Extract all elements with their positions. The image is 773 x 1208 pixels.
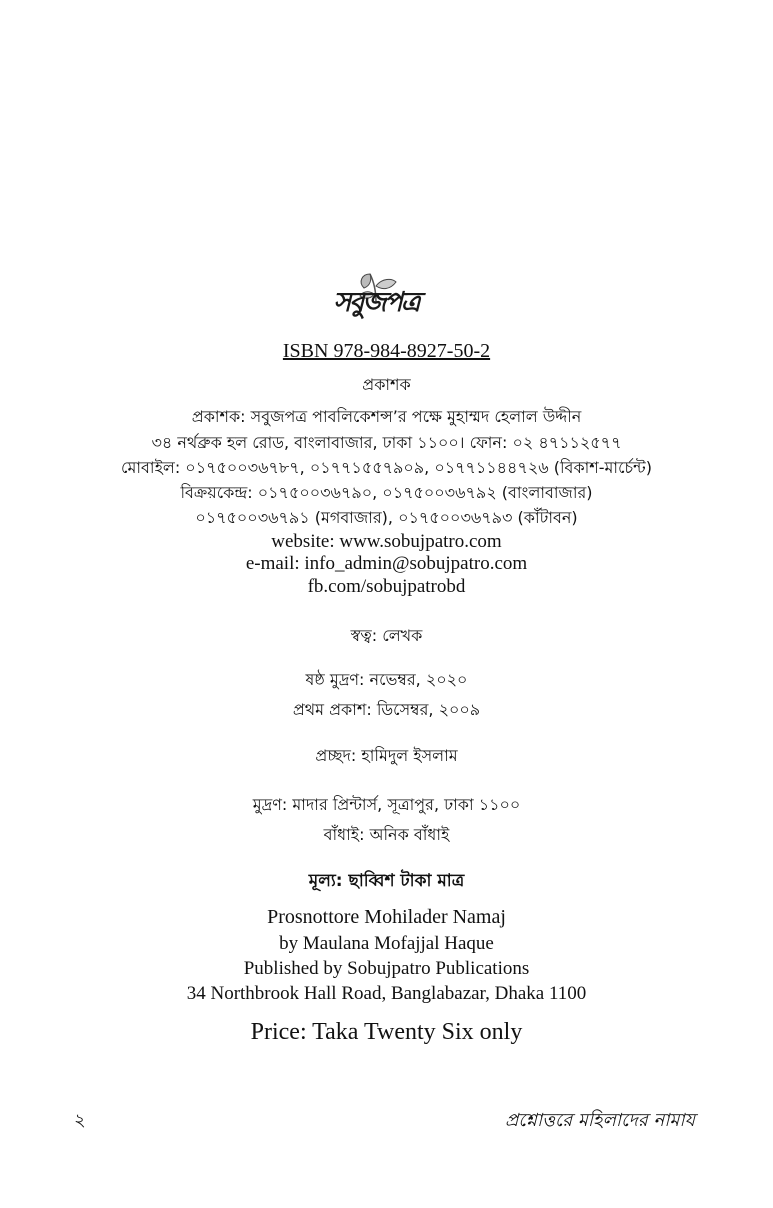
price-bengali: মূল্য: ছাব্বিশ টাকা মাত্র	[308, 871, 465, 891]
publisher-address: ৩৪ নর্থব্রুক হল রোড, বাংলাবাজার, ঢাকা ১১০০। ফোন: ০২ ৪৭১১২৫৭৭	[151, 433, 622, 452]
facebook: fb.com/sobujpatrobd	[307, 576, 466, 597]
copyright: স্বত্ব: লেখক	[350, 626, 423, 645]
sixth-edition: ষষ্ঠ মুদ্রণ: নভেম্বর, ২০২০	[305, 670, 468, 689]
page-number: ২	[74, 1110, 86, 1131]
email: e-mail: info_admin@sobujpatro.com	[245, 553, 528, 574]
website: website: www.sobujpatro.com	[271, 531, 502, 552]
english-price: Price: Taka Twenty Six only	[250, 1019, 523, 1045]
publisher-mobile: মোবাইল: ০১৭৫০০৩৬৭৮৭, ০১৭৭১৫৫৭৯০৯, ০১৭৭১১৪৪৭২৬ (বিকাশ-মার্চেন্ট)	[121, 458, 652, 477]
publisher-heading: প্রকাশক	[362, 375, 411, 394]
isbn: ISBN 978-984-8927-50-2	[282, 340, 491, 362]
binder: বাঁধাই: অনিক বাঁধাই	[323, 825, 450, 844]
running-title: প্রশ্নোত্তরে মহিলাদের নামায	[504, 1110, 695, 1131]
publisher-line-1: প্রকাশক: সবুজপত্র পাবলিকেশন্স’র পক্ষে মুহাম্মদ হেলাল উদ্দীন	[191, 407, 582, 426]
english-author: by Maulana Mofajjal Haque	[279, 933, 494, 954]
cover-designer: প্রচ্ছদ: হামিদুল ইসলাম	[315, 746, 458, 765]
english-publisher: Published by Sobujpatro Publications	[243, 958, 530, 979]
sales-center-line-2: ০১৭৫০০৩৬৭৯১ (মগবাজার), ০১৭৫০০৩৬৭৯৩ (কাঁটাবন)	[195, 508, 578, 527]
printer: মুদ্রণ: মাদার প্রিন্টার্স, সূত্রাপুর, ঢাকা ১১০০	[252, 795, 521, 814]
first-edition: প্রথম প্রকাশ: ডিসেম্বর, ২০০৯	[292, 700, 481, 719]
sales-center-line-1: বিক্রয়কেন্দ্র: ০১৭৫০০৩৬৭৯০, ০১৭৫০০৩৬৭৯২ (বাংলাবাজার)	[180, 483, 593, 502]
english-address: 34 Northbrook Hall Road, Banglabazar, Dhaka 1100	[186, 983, 587, 1004]
logo-text: সবুজপত্র	[333, 287, 419, 318]
publisher-logo	[330, 268, 422, 328]
english-title: Prosnottore Mohilader Namaj	[267, 906, 506, 928]
